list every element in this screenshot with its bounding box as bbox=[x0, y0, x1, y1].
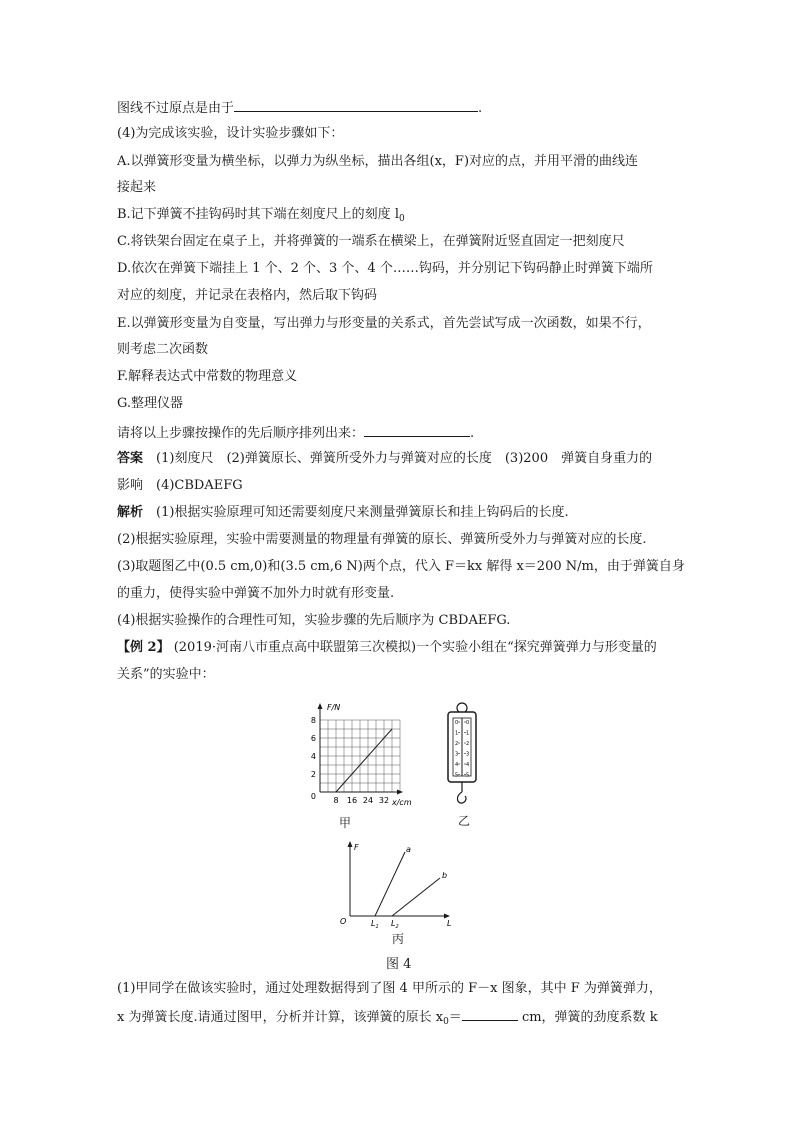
x-tick-label: 24 bbox=[362, 796, 374, 805]
text-line-1 bbox=[117, 97, 482, 119]
step-e-line-2: 则考虑二次函数 bbox=[117, 342, 209, 357]
example-text: (2019·河南八市重点高中联盟第三次模拟)一个实验小组在“探究弹簧弹力与形变量的 bbox=[173, 640, 657, 655]
x-tick-label: 16 bbox=[346, 796, 358, 805]
y-tick-label: 6 bbox=[310, 734, 316, 743]
step-d-line-2: 对应的刻度，并记录在表格内，然后取下钩码 bbox=[117, 288, 378, 303]
line-a-label: a bbox=[406, 845, 411, 854]
example-2-line-1 bbox=[117, 638, 657, 658]
question-1-line-1: (1)甲同学在做该实验时，通过处理数据得到了图 4 甲所示的 F－x 图象，其中 F 为弹簧弹力， bbox=[117, 981, 662, 996]
line-tail: cm，弹簧的劲度系数 k bbox=[521, 1010, 658, 1025]
scale-number-right: 3 bbox=[466, 751, 470, 758]
analysis-text: (1)根据实验原理可知还需要刻度尺来测量弹簧原长和挂上钩码后的长度. bbox=[156, 505, 569, 520]
answer-blank bbox=[364, 422, 470, 437]
x-tick-label: 32 bbox=[378, 796, 390, 805]
analysis-line-3: (3)取题图乙中(0.5 cm,0)和(3.5 cm,6 N)两个点，代入 F＝kx 解得 x＝200 N/m，由于弹簧自身 bbox=[117, 559, 685, 574]
example-2-line-2: 关系”的实验中： bbox=[117, 667, 215, 682]
analysis-line-4: 的重力，使得实验中弹簧不加外力时就有形变量. bbox=[117, 586, 395, 601]
step-c: C.将铁架台固定在桌子上，并将弹簧的一端系在横梁上，在弹簧附近竖直固定一把刻度尺 bbox=[117, 234, 625, 249]
scale-number-right: 2 bbox=[466, 741, 470, 747]
answer-line-2: 影响 (4)CBDAEFG bbox=[117, 478, 243, 493]
y-axis-label: F bbox=[354, 843, 359, 852]
graph-grid bbox=[320, 720, 400, 792]
text-line-2: (4)为完成该实验，设计实验步骤如下： bbox=[117, 126, 344, 141]
answer-label: 答案 bbox=[117, 451, 144, 466]
line-end: . bbox=[478, 101, 483, 116]
analysis-line-5: (4)根据实验操作的合理性可知，实验步骤的先后顺序为 CBDAEFG. bbox=[117, 613, 511, 628]
line-a bbox=[375, 852, 405, 916]
data-line bbox=[336, 729, 392, 792]
scale-number-left: 3 bbox=[455, 751, 459, 758]
y-tick-label: 0 bbox=[310, 792, 316, 801]
step-a-line-2: 接起来 bbox=[117, 180, 157, 195]
line-text: 图线不过原点是由于 bbox=[117, 101, 235, 116]
scale-number-right: 4 bbox=[466, 762, 470, 768]
scale-number-right: 0 bbox=[466, 720, 470, 726]
scale-number-left: 1 bbox=[455, 730, 459, 737]
figure-yi-spring-scale bbox=[440, 700, 490, 810]
scale-number-right: 1 bbox=[466, 730, 470, 737]
step-e-line-1: E.以弹簧形变量为自变量，写出弹力与形变量的关系式，首先尝试写成一次函数，如果不行， bbox=[117, 316, 651, 331]
figure-jia-graph bbox=[300, 700, 430, 825]
origin-label: O bbox=[340, 917, 347, 926]
line-b bbox=[392, 878, 440, 916]
y-axis-label: F/N bbox=[327, 703, 341, 712]
y-axis-arrow bbox=[318, 703, 323, 709]
equals: ＝ bbox=[448, 1010, 462, 1025]
scale-number-left: 2 bbox=[455, 741, 459, 747]
line-text: 请将以上步骤按操作的先后顺序排列出来： bbox=[117, 426, 365, 441]
caption-yi: 乙 bbox=[458, 814, 471, 828]
x-axis-label: L bbox=[447, 919, 452, 928]
example-label: 【例 2】 bbox=[117, 640, 170, 655]
analysis-line-2: (2)根据实验原理，实验中需要测量的物理量有弹簧的原长、弹簧所受外力与弹簧对应的长度. bbox=[117, 532, 647, 547]
y-axis-arrow bbox=[348, 841, 353, 847]
line-text: x 为弹簧长度.请通过图甲，分析并计算，该弹簧的原长 x bbox=[117, 1010, 444, 1025]
analysis-line-1 bbox=[117, 503, 569, 523]
x-axis-label: x/cm bbox=[392, 798, 412, 807]
step-a-line-1: A.以弹簧形变量为横坐标，以弹力为纵坐标，描出各组(x，F)对应的点，并用平滑的曲线连 bbox=[117, 154, 639, 169]
l2-label: $L_2$ bbox=[391, 919, 399, 928]
subscript: 0 bbox=[398, 214, 405, 224]
answer-blank bbox=[462, 1006, 518, 1021]
line-b-label: b bbox=[442, 871, 448, 880]
x-axis-arrow bbox=[444, 914, 450, 919]
line-end: . bbox=[470, 426, 475, 441]
question-1-line-2 bbox=[117, 1006, 658, 1032]
scale-number-right: 5 bbox=[466, 772, 470, 779]
subscript: 0 bbox=[443, 1017, 449, 1027]
answer-line-1 bbox=[117, 449, 652, 469]
l1-label: $L_1$ bbox=[371, 919, 379, 928]
figure-caption: 图 4 bbox=[386, 957, 412, 972]
y-tick-label: 2 bbox=[310, 770, 316, 779]
answer-blank bbox=[234, 97, 478, 112]
step-b-text: B.记下弹簧不挂钩码时其下端在刻度尺上的刻度 l bbox=[117, 207, 399, 222]
scale-number-left: 5 bbox=[455, 772, 459, 779]
figure-bing-graph bbox=[335, 838, 465, 928]
answer-text: (1)刻度尺 (2)弹簧原长、弹簧所受外力与弹簧对应的长度 (3)200 弹簧自身重力的 bbox=[156, 451, 653, 466]
analysis-label: 解析 bbox=[117, 505, 144, 520]
y-tick-label: 4 bbox=[310, 752, 316, 761]
step-g: G.整理仪器 bbox=[117, 396, 184, 411]
x-tick-label: 8 bbox=[333, 796, 339, 805]
hook bbox=[457, 792, 466, 803]
scale-number-left: 4 bbox=[455, 762, 459, 768]
y-tick-labels bbox=[311, 716, 316, 801]
step-f: F.解释表达式中常数的物理意义 bbox=[117, 369, 298, 384]
caption-jia: 甲 bbox=[339, 816, 352, 830]
scale-number-left: 0 bbox=[455, 720, 459, 726]
step-b bbox=[117, 205, 405, 229]
y-tick-label: 8 bbox=[310, 716, 316, 725]
step-d-line-1: D.依次在弹簧下端挂上 1 个、2 个、3 个、4 个……钩码，并分别记下钩码静止时弹簧下端所 bbox=[117, 261, 653, 276]
order-question bbox=[117, 422, 474, 444]
caption-bing: 丙 bbox=[392, 932, 405, 946]
x-tick-labels bbox=[333, 796, 389, 805]
